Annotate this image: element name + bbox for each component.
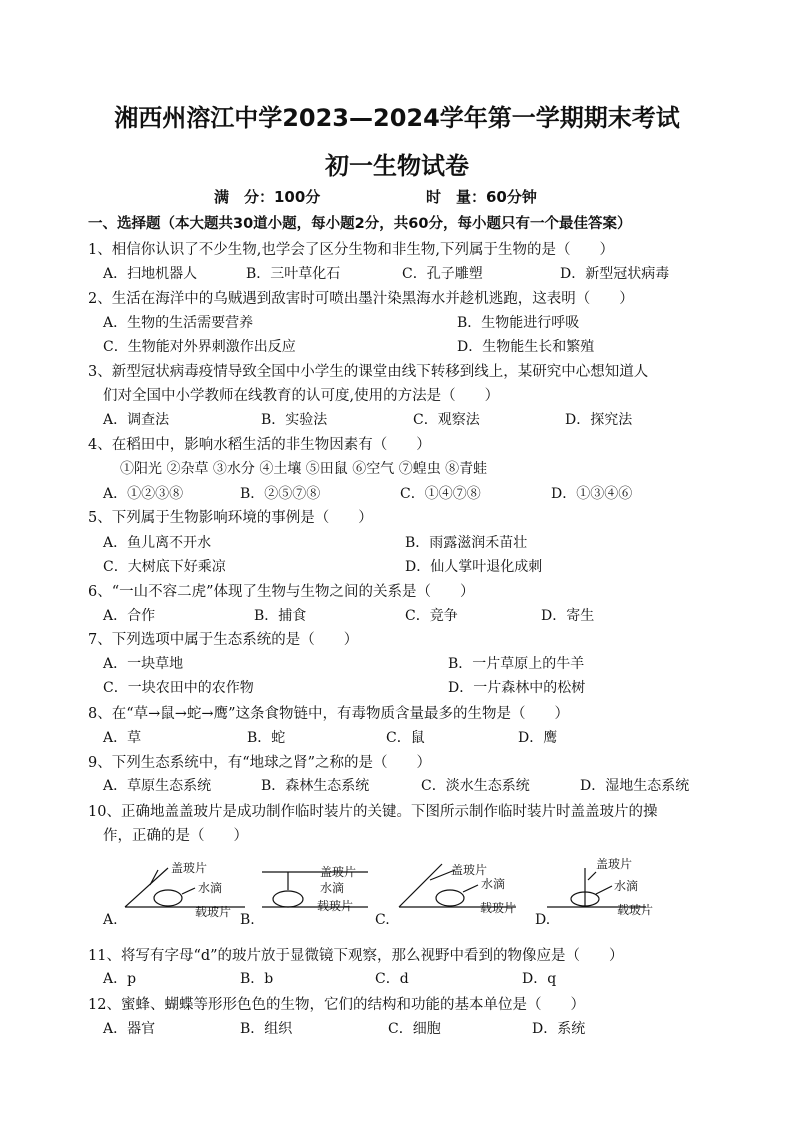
q3-option-b: B．实验法 <box>261 412 328 428</box>
q7-option-a: A．一块草地 <box>103 656 184 672</box>
q12-option-c: C．细胞 <box>388 1021 441 1037</box>
question-1: 1、相信你认识了不少生物,也学会了区分生物和非生物,下列属于生物的是（ ） <box>88 242 614 258</box>
question-9: 9、下列生态系统中，有“地球之肾”之称的是（ ） <box>88 755 432 771</box>
q8-option-c: C．鼠 <box>386 730 425 746</box>
q6-option-d: D．寄生 <box>541 608 595 624</box>
question-3: 3、新型冠状病毒疫情导致全国中小学生的课堂由线下转移到线上，某研究中心想知道人 <box>88 364 649 380</box>
q10-option-a: A. <box>103 912 118 928</box>
question-10-cont: 作，正确的是（ ） <box>103 828 248 844</box>
question-6: 6、“一山不容二虎”体现了生物与生物之间的关系是（ ） <box>88 584 475 600</box>
exam-title: 湘西州溶江中学2023—2024学年第一学期期末考试 <box>114 104 680 132</box>
q11-option-c: C．d <box>375 971 409 987</box>
q2-option-d: D．生物能生长和繁殖 <box>457 339 595 355</box>
q2-option-a: A．生物的生活需要营养 <box>103 315 254 331</box>
q12-option-d: D．系统 <box>532 1021 586 1037</box>
q10-option-b: B. <box>240 912 255 928</box>
diagram-a-slide-label: 载玻片 <box>195 905 232 919</box>
q11-option-a: A．p <box>103 971 137 987</box>
q4-option-c: C．①④⑦⑧ <box>400 486 481 502</box>
q4-option-b: B．②⑤⑦⑧ <box>240 486 321 502</box>
diagram-a-coverslip-label: 盖玻片 <box>171 861 208 875</box>
question-4: 4、在稻田中，影响水稻生活的非生物因素有（ ） <box>88 437 431 453</box>
q1-option-c: C．孔子雕塑 <box>402 266 483 282</box>
q4-factor-list: ①阳光 ②杂草 ③水分 ④土壤 ⑤田鼠 ⑥空气 ⑦蝗虫 ⑧青蛙 <box>120 461 488 477</box>
q11-option-b: B．b <box>240 971 274 987</box>
section-heading: 一、选择题（本大题共30道小题，每小题2分，共60分，每小题只有一个最佳答案） <box>88 216 632 232</box>
q5-option-b: B．雨露滋润禾苗壮 <box>405 535 528 551</box>
question-2: 2、生活在海洋中的乌贼遇到敌害时可喷出墨汁染黑海水并趁机逃跑，这表明（ ） <box>88 291 634 307</box>
q7-option-c: C．一块农田中的农作物 <box>103 680 254 696</box>
q11-option-d: D．q <box>522 971 557 987</box>
question-7: 7、下列选项中属于生态系统的是（ ） <box>88 632 359 648</box>
question-11: 11、将写有字母“d”的玻片放于显微镜下观察，那么视野中看到的物像应是（ ） <box>88 948 624 964</box>
q10-option-d: D. <box>535 912 551 928</box>
q9-option-a: A．草原生态系统 <box>103 778 212 794</box>
q2-option-b: B．生物能进行呼吸 <box>457 315 580 331</box>
q12-option-a: A．器官 <box>103 1021 156 1037</box>
q4-option-a: A．①②③⑧ <box>103 486 184 502</box>
q8-option-d: D．鹰 <box>518 730 558 746</box>
q1-option-b: B．三叶草化石 <box>246 266 341 282</box>
diagram-d-slide-label: 载玻片 <box>617 903 654 917</box>
diagram-c-slide-label: 载玻片 <box>480 901 517 915</box>
exam-subtitle: 初一生物试卷 <box>325 152 469 180</box>
q2-option-c: C．生物能对外界刺激作出反应 <box>103 339 296 355</box>
q9-option-c: C．淡水生态系统 <box>421 778 530 794</box>
q3-option-d: D．探究法 <box>565 412 633 428</box>
q8-option-b: B．蛇 <box>247 730 286 746</box>
question-10: 10、正确地盖盖玻片是成功制作临时装片的关键。下图所示制作临时装片时盖盖玻片的操 <box>88 804 658 820</box>
q5-option-c: C．大树底下好乘凉 <box>103 559 226 575</box>
exam-duration: 时 量：60分钟 <box>426 188 537 206</box>
q7-option-d: D．一片森林中的松树 <box>448 680 586 696</box>
q6-option-a: A．合作 <box>103 608 156 624</box>
question-3-cont: 们对全国中小学教师在线教育的认可度,使用的方法是（ ） <box>103 388 500 404</box>
diagram-d-coverslip-label: 盖玻片 <box>596 857 633 871</box>
question-5: 5、下列属于生物影响环境的事例是（ ） <box>88 510 373 526</box>
q6-option-b: B．捕食 <box>254 608 307 624</box>
q5-option-d: D．仙人掌叶退化成刺 <box>405 559 543 575</box>
coverslip-diagrams <box>0 850 794 940</box>
diagram-d-drop-label: 水滴 <box>614 879 639 893</box>
q5-option-a: A．鱼儿离不开水 <box>103 535 212 551</box>
q3-option-c: C．观察法 <box>413 412 480 428</box>
q9-option-d: D．湿地生态系统 <box>580 778 690 794</box>
question-12: 12、蜜蜂、蝴蝶等形形色色的生物，它们的结构和功能的基本单位是（ ） <box>88 997 585 1013</box>
question-8: 8、在“草→鼠→蛇→鹰”这条食物链中，有毒物质含量最多的生物是（ ） <box>88 706 569 722</box>
q1-option-a: A．扫地机器人 <box>103 266 198 282</box>
q4-option-d: D．①③④⑥ <box>551 486 633 502</box>
diagram-b-drop-label: 水滴 <box>320 881 345 895</box>
diagram-c-drop-label: 水滴 <box>481 877 506 891</box>
q10-option-c: C. <box>375 912 390 928</box>
q3-option-a: A．调查法 <box>103 412 170 428</box>
diagram-b-coverslip-label: 盖玻片 <box>320 865 357 879</box>
diagram-c-coverslip-label: 盖玻片 <box>451 863 488 877</box>
q9-option-b: B．森林生态系统 <box>261 778 370 794</box>
q1-option-d: D．新型冠状病毒 <box>560 266 670 282</box>
q8-option-a: A．草 <box>103 730 142 746</box>
diagram-b-slide-label: 载玻片 <box>317 899 354 913</box>
q7-option-b: B．一片草原上的牛羊 <box>448 656 585 672</box>
q12-option-b: B．组织 <box>240 1021 293 1037</box>
full-score: 满 分：100分 <box>214 188 321 206</box>
diagram-a-drop-label: 水滴 <box>198 881 223 895</box>
q6-option-c: C．竞争 <box>405 608 458 624</box>
